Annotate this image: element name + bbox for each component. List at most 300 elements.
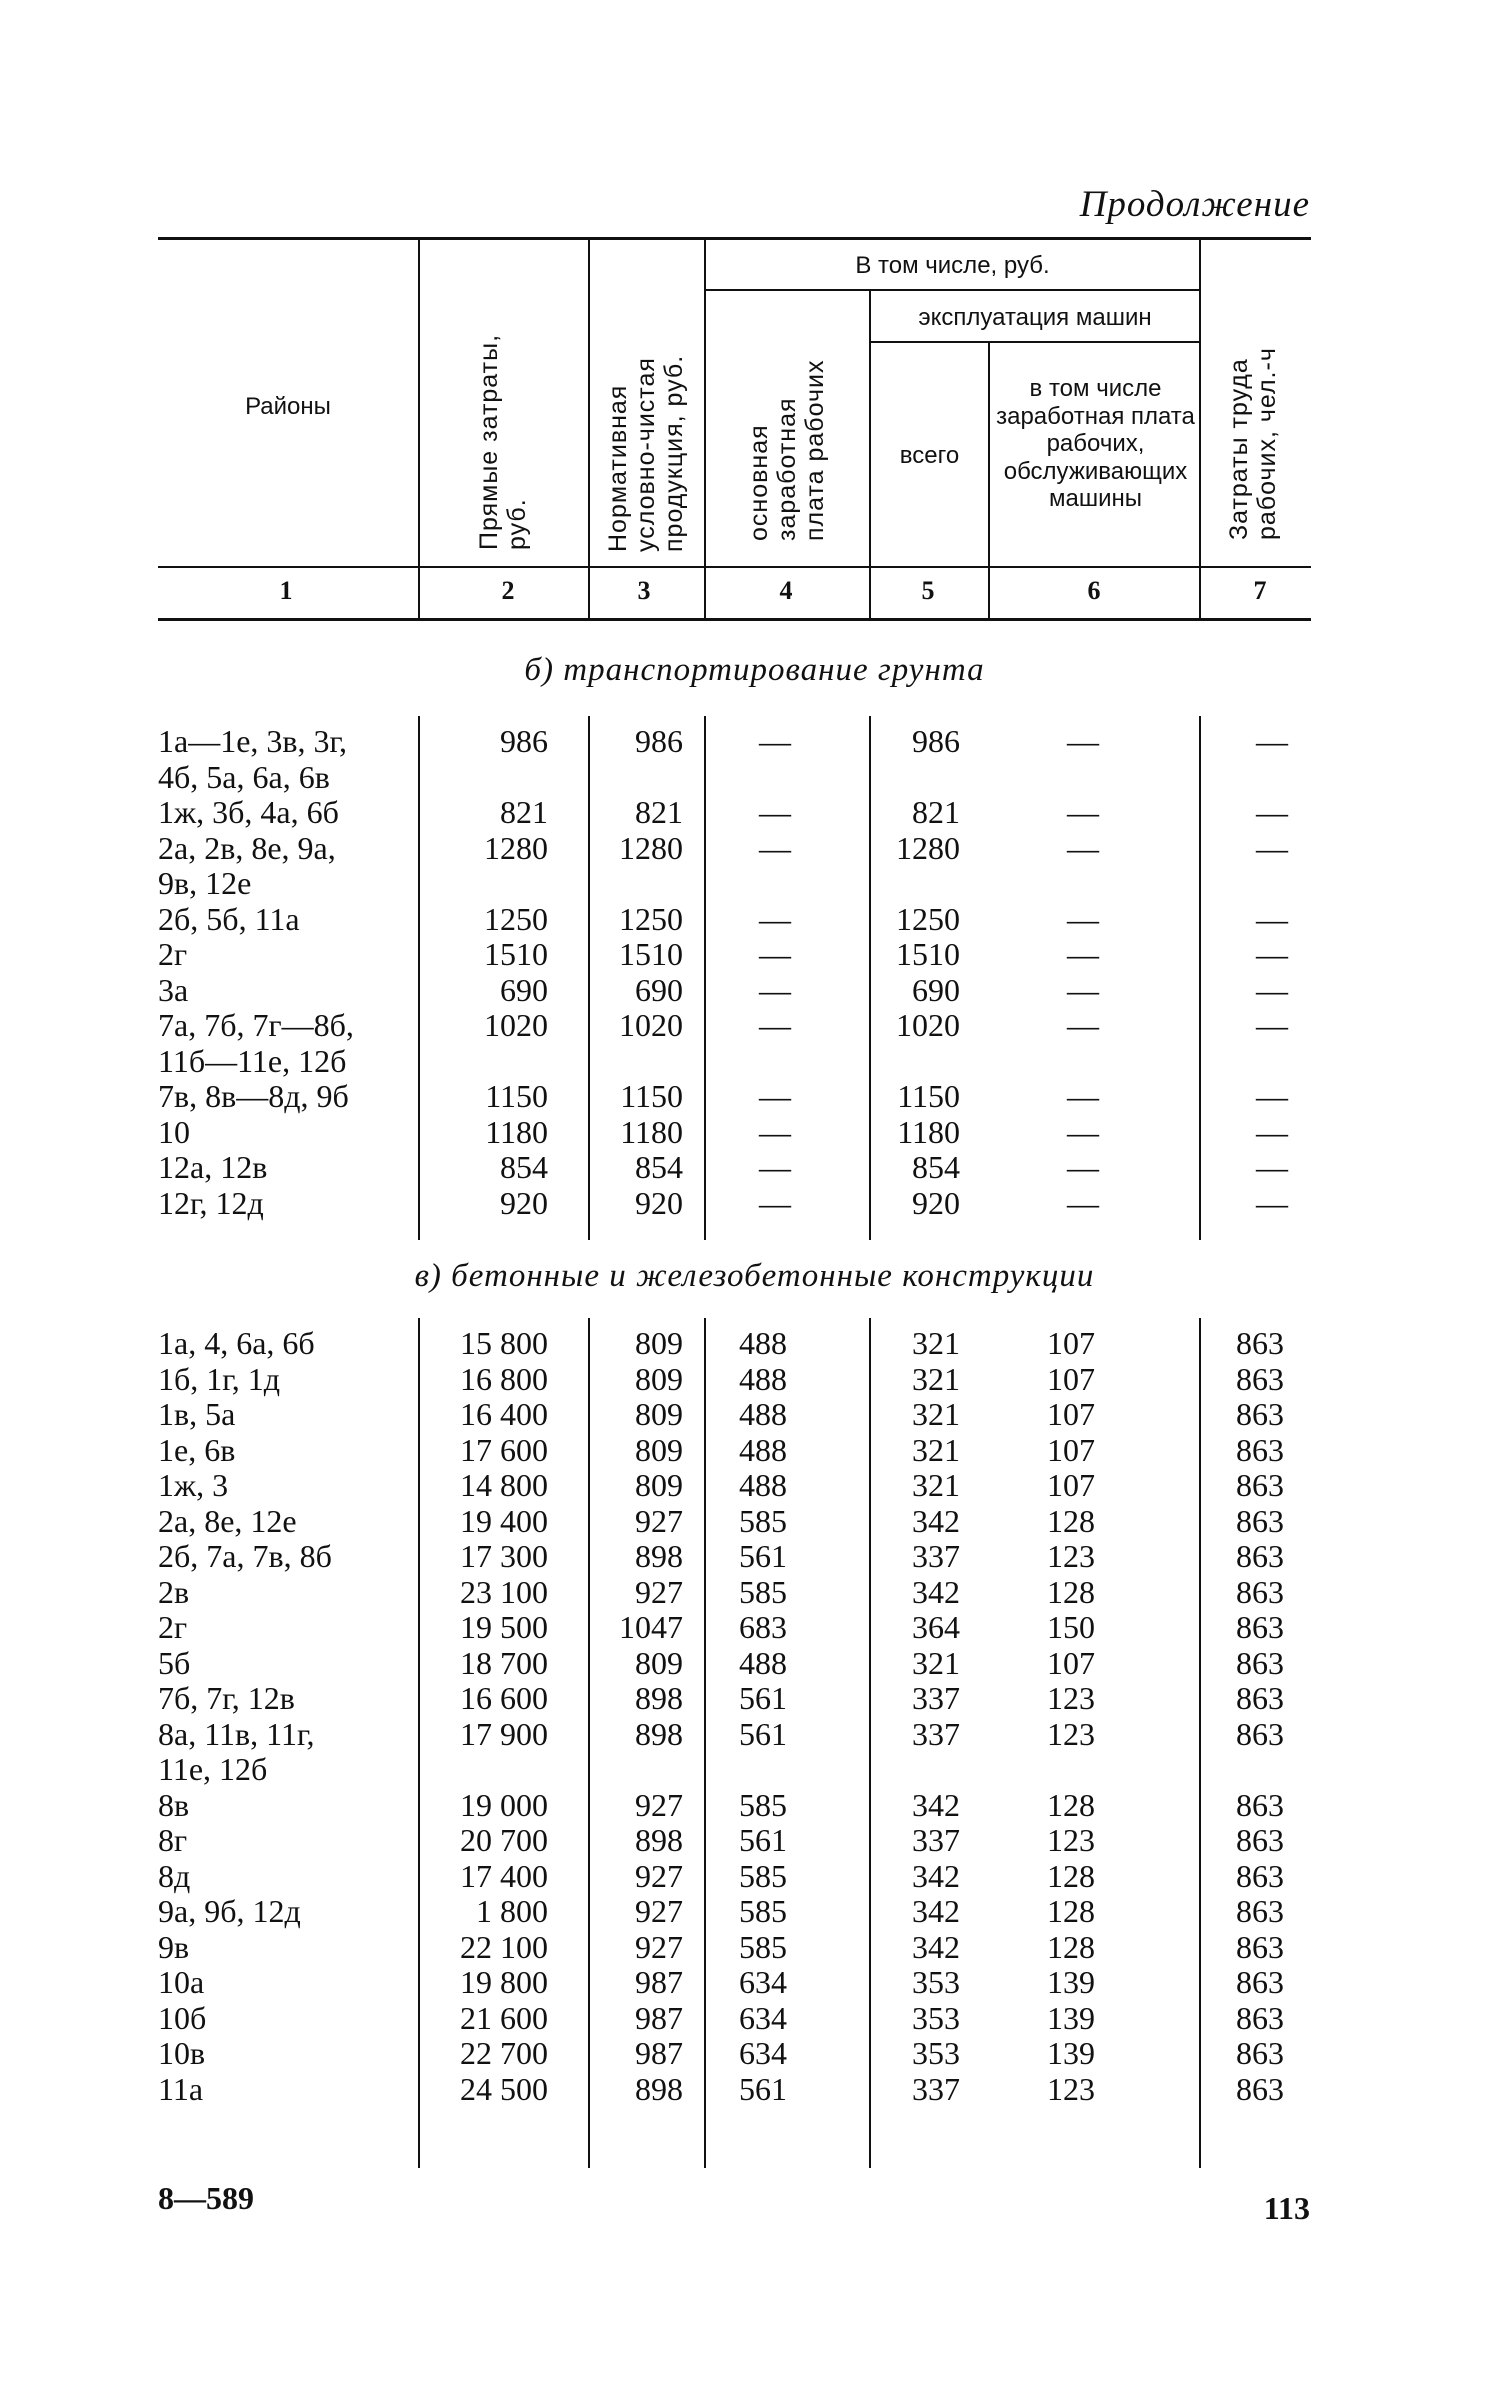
cell-c2: 1 800 — [476, 1893, 548, 1929]
cell-c4: 561 — [739, 1680, 787, 1716]
cell-c2: 1020 — [484, 1007, 548, 1043]
column-numbers-rule — [158, 618, 1311, 621]
section-b-title: б) транспортирование грунта — [524, 652, 985, 688]
cell-c2: 17 300 — [460, 1538, 548, 1574]
cell-c6: 107 — [1047, 1431, 1095, 1468]
cell-c5: 353 — [912, 2035, 960, 2071]
cell-c3: 927 — [635, 1786, 683, 1823]
v-table-row — [0, 1326, 1509, 1362]
cell-c6: 123 — [1047, 1715, 1095, 1752]
cell-c3: 927 — [635, 1573, 683, 1610]
region-label-line: 8г — [158, 1822, 188, 1858]
header-col-machine-wage: в том числе заработная плата рабочих, обслуживающих машины — [996, 375, 1195, 513]
cell-c7: 863 — [1236, 2035, 1284, 2071]
v-table-row — [0, 1504, 1509, 1540]
header-col-base-wage: основная заработная плата рабочих — [745, 359, 829, 541]
region-label-line: 1б, 1г, 1д — [158, 1360, 281, 1397]
region-label-line: 2г — [158, 936, 188, 972]
cell-c2: 16 800 — [460, 1360, 548, 1397]
region-label — [158, 902, 300, 938]
cell-c2: 17 400 — [460, 1857, 548, 1894]
region-label — [158, 1397, 235, 1433]
v-table-row — [0, 1715, 1509, 1787]
region-label-line: 4б, 5а, 6а, 6в — [158, 758, 330, 795]
cell-c4: 561 — [739, 1715, 787, 1752]
cell-c4: — — [759, 1149, 791, 1185]
region-label-line: 7б, 7г, 12в — [158, 1680, 295, 1716]
cell-c7: 863 — [1236, 1502, 1284, 1539]
cell-c2: 986 — [500, 723, 548, 759]
region-label-line: 1в, 5а — [158, 1396, 236, 1432]
cell-c4: — — [759, 1113, 791, 1150]
cell-c6: 107 — [1047, 1360, 1095, 1397]
cell-c7: 863 — [1236, 1467, 1284, 1503]
region-label — [158, 1610, 187, 1646]
cell-c2: 19 800 — [460, 1964, 548, 2000]
region-label — [158, 1008, 354, 1079]
cell-c3: 898 — [635, 1538, 683, 1574]
signature-mark: 8—589 — [158, 2180, 254, 2216]
cell-c7: 863 — [1236, 1609, 1284, 1645]
region-label — [158, 1079, 349, 1115]
cell-c3: 898 — [635, 1715, 683, 1752]
cell-c7: 863 — [1236, 1715, 1284, 1752]
cell-c7: 863 — [1236, 1928, 1284, 1965]
region-label — [158, 973, 188, 1009]
cell-c2: 14 800 — [460, 1467, 548, 1503]
cell-c2: 23 100 — [460, 1573, 548, 1610]
continuation-label: Продолжение — [1079, 184, 1310, 225]
cell-c3: 987 — [635, 1999, 683, 2036]
cell-c2: 1280 — [484, 829, 548, 866]
cell-c2: 1180 — [485, 1113, 548, 1150]
cell-c5: 986 — [912, 723, 960, 759]
cell-c3: 1150 — [620, 1078, 683, 1114]
region-label — [158, 724, 347, 795]
page-number: 113 — [1263, 2190, 1310, 2226]
cell-c7: 863 — [1236, 1786, 1284, 1823]
cell-c2: 22 100 — [460, 1928, 548, 1965]
b-table-row — [0, 795, 1509, 831]
cell-c4: 585 — [739, 1893, 787, 1929]
cell-c4: 488 — [739, 1644, 787, 1681]
header-col-regions: Районы — [245, 393, 331, 420]
cell-c3: 1510 — [619, 936, 683, 972]
cell-c6: 123 — [1047, 2070, 1095, 2107]
cell-c7: 863 — [1236, 1999, 1284, 2036]
cell-c4: 585 — [739, 1928, 787, 1965]
v-table-row — [0, 1610, 1509, 1646]
cell-c7: 863 — [1236, 1857, 1284, 1894]
region-label — [158, 1930, 189, 1966]
cell-c4: — — [759, 794, 791, 830]
cell-c7: — — [1256, 1113, 1288, 1150]
cell-c2: 21 600 — [460, 1999, 548, 2036]
region-label — [158, 1575, 189, 1611]
region-label — [158, 1859, 190, 1895]
header-col-direct-costs: Прямые затраты, руб. — [475, 333, 531, 550]
incl-rule — [706, 289, 1199, 291]
cell-c2: 18 700 — [460, 1644, 548, 1681]
region-label — [158, 831, 336, 902]
cell-c7: — — [1256, 829, 1288, 866]
v-table-row — [0, 1894, 1509, 1930]
cell-c3: 898 — [635, 2070, 683, 2107]
cell-c3: 927 — [635, 1502, 683, 1539]
cell-c7: 863 — [1236, 1822, 1284, 1858]
cell-c3: 1047 — [619, 1609, 683, 1645]
cell-c5: 342 — [912, 1857, 960, 1894]
cell-c4: 488 — [739, 1325, 787, 1361]
cell-c5: 321 — [912, 1431, 960, 1468]
cell-c6: 107 — [1047, 1644, 1095, 1681]
v-table-row — [0, 1859, 1509, 1895]
cell-c2: 16 400 — [460, 1396, 548, 1432]
b-table-row — [0, 902, 1509, 938]
cell-c7: 863 — [1236, 1431, 1284, 1468]
cell-c7: — — [1256, 936, 1288, 972]
region-label — [158, 1965, 204, 2001]
cell-c5: 321 — [912, 1396, 960, 1432]
cell-c3: 920 — [635, 1184, 683, 1221]
header-vline-2 — [588, 240, 590, 618]
colnum-4: 4 — [779, 576, 793, 605]
cell-c3: 854 — [635, 1149, 683, 1185]
cell-c4: 561 — [739, 2070, 787, 2107]
b-table-row — [0, 1150, 1509, 1186]
header-vline-1 — [418, 240, 420, 618]
cell-c5: 337 — [912, 2070, 960, 2107]
cell-c2: 854 — [500, 1149, 548, 1185]
region-label-line: 10 — [158, 1113, 190, 1150]
cell-c3: 809 — [635, 1360, 683, 1397]
cell-c3: 898 — [635, 1822, 683, 1858]
cell-c5: 337 — [912, 1538, 960, 1574]
cell-c4: 488 — [739, 1467, 787, 1503]
v-table-row — [0, 1468, 1509, 1504]
cell-c3: 927 — [635, 1928, 683, 1965]
cell-c6: 150 — [1047, 1609, 1095, 1645]
cell-c6: — — [1067, 1007, 1099, 1043]
cell-c3: 690 — [635, 971, 683, 1008]
cell-c2: 19 500 — [460, 1609, 548, 1645]
cell-c3: 898 — [635, 1680, 683, 1716]
colnum-3: 3 — [637, 576, 651, 605]
cell-c5: 364 — [912, 1609, 960, 1645]
region-label — [158, 1717, 314, 1788]
region-label-line: 10а — [158, 1964, 205, 2000]
cell-c5: 342 — [912, 1502, 960, 1539]
v-table-row — [0, 1823, 1509, 1859]
cell-c2: 690 — [500, 971, 548, 1008]
cell-c4: — — [759, 971, 791, 1008]
cell-c7: 863 — [1236, 1644, 1284, 1681]
cell-c4: 585 — [739, 1502, 787, 1539]
cell-c7: 863 — [1236, 1325, 1284, 1361]
cell-c2: 17 900 — [460, 1715, 548, 1752]
region-label-line: 7в, 8в—8д, 9б — [158, 1078, 349, 1114]
v-table-row — [0, 2036, 1509, 2072]
header-col-total: всего — [899, 442, 960, 469]
cell-c4: 634 — [739, 2035, 787, 2071]
b-table-row — [0, 1007, 1509, 1079]
region-label — [158, 1186, 264, 1222]
colnum-1: 1 — [279, 576, 293, 605]
cell-c5: 353 — [912, 1964, 960, 2000]
region-label-line: 2а, 2в, 8е, 9а, — [158, 829, 336, 866]
v-table-row — [0, 2072, 1509, 2108]
cell-c4: — — [759, 1078, 791, 1114]
cell-c7: 863 — [1236, 1680, 1284, 1716]
cell-c4: — — [759, 1007, 791, 1043]
cell-c4: — — [759, 1184, 791, 1221]
region-label — [158, 1468, 228, 1504]
region-label-line: 2в — [158, 1573, 190, 1610]
header-vline-3 — [704, 240, 706, 618]
cell-c2: 16 600 — [460, 1680, 548, 1716]
region-label — [158, 1433, 235, 1469]
cell-c5: 1150 — [897, 1078, 960, 1114]
v-table-row — [0, 1433, 1509, 1469]
cell-c2: 17 600 — [460, 1431, 548, 1468]
cell-c3: 809 — [635, 1325, 683, 1361]
region-label-line: 5б — [158, 1644, 191, 1681]
v-table-row — [0, 1965, 1509, 2001]
region-label — [158, 1326, 315, 1362]
region-label-line: 2б, 7а, 7в, 8б — [158, 1538, 332, 1574]
cell-c5: 1020 — [896, 1007, 960, 1043]
cell-c5: 342 — [912, 1573, 960, 1610]
cell-c5: 337 — [912, 1680, 960, 1716]
cell-c2: 1250 — [484, 900, 548, 937]
cell-c3: 821 — [635, 794, 683, 830]
header-vline-6 — [1199, 240, 1201, 618]
cell-c3: 987 — [635, 1964, 683, 2000]
header-bottom-rule — [158, 566, 1311, 568]
cell-c5: 321 — [912, 1644, 960, 1681]
machines-rule — [871, 341, 1199, 343]
v-table-row — [0, 2001, 1509, 2037]
section-v-title: в) бетонные и железобетонные конструкции — [414, 1258, 1095, 1294]
cell-c2: 19 000 — [460, 1786, 548, 1823]
cell-c5: 1180 — [897, 1113, 960, 1150]
cell-c3: 986 — [635, 723, 683, 759]
cell-c4: — — [759, 829, 791, 866]
cell-c2: 19 400 — [460, 1502, 548, 1539]
b-table-row — [0, 1186, 1509, 1222]
region-label-line: 1ж, 3 — [158, 1467, 229, 1503]
cell-c4: 561 — [739, 1822, 787, 1858]
cell-c3: 1180 — [620, 1113, 683, 1150]
region-label-line: 10в — [158, 2035, 206, 2071]
region-label-line: 2а, 8е, 12е — [158, 1502, 297, 1539]
cell-c6: — — [1067, 1184, 1099, 1221]
cell-c4: 488 — [739, 1360, 787, 1397]
b-table-row — [0, 973, 1509, 1009]
cell-c6: — — [1067, 900, 1099, 937]
cell-c5: 337 — [912, 1822, 960, 1858]
cell-c5: 321 — [912, 1467, 960, 1503]
v-table-row — [0, 1788, 1509, 1824]
cell-c6: 139 — [1047, 2035, 1095, 2071]
cell-c2: 920 — [500, 1184, 548, 1221]
region-label-line: 11а — [158, 2070, 204, 2107]
region-label — [158, 937, 187, 973]
cell-c6: 107 — [1047, 1467, 1095, 1503]
region-label-line: 1а, 4, 6а, 6б — [158, 1325, 315, 1361]
cell-c4: 634 — [739, 1999, 787, 2036]
region-label-line: 11б—11е, 12б — [158, 1042, 347, 1079]
region-label — [158, 1788, 189, 1824]
header-col-net-product: Нормативная условно-чистая продукция, руб. — [604, 354, 688, 552]
cell-c6: 107 — [1047, 1396, 1095, 1432]
v-table-row — [0, 1930, 1509, 1966]
cell-c7: — — [1256, 723, 1288, 759]
cell-c7: — — [1256, 794, 1288, 830]
v-table-row — [0, 1681, 1509, 1717]
cell-c2: 821 — [500, 794, 548, 830]
cell-c4: 634 — [739, 1964, 787, 2000]
cell-c2: 1510 — [484, 936, 548, 972]
cell-c5: 690 — [912, 971, 960, 1008]
cell-c3: 809 — [635, 1396, 683, 1432]
region-label-line: 10б — [158, 1999, 207, 2036]
header-incl: В том числе, руб. — [855, 252, 1050, 279]
region-label-line: 9в, 12е — [158, 865, 252, 901]
cell-c7: 863 — [1236, 1538, 1284, 1574]
cell-c5: 1250 — [896, 900, 960, 937]
region-label-line: 1е, 6в — [158, 1431, 236, 1468]
cell-c5: 920 — [912, 1184, 960, 1221]
region-label — [158, 1646, 190, 1682]
region-label-line: 9в — [158, 1928, 190, 1965]
cell-c3: 987 — [635, 2035, 683, 2071]
region-label — [158, 1150, 267, 1186]
cell-c6: — — [1067, 794, 1099, 830]
cell-c6: — — [1067, 829, 1099, 866]
cell-c6: 128 — [1047, 1573, 1095, 1610]
cell-c4: — — [759, 723, 791, 759]
cell-c5: 342 — [912, 1928, 960, 1965]
header-vline-5 — [988, 343, 990, 618]
cell-c2: 15 800 — [460, 1325, 548, 1361]
cell-c5: 854 — [912, 1149, 960, 1185]
header-col-labor: Затраты труда рабочих, чел.-ч — [1225, 347, 1281, 540]
cell-c6: 139 — [1047, 1999, 1095, 2036]
cell-c7: 863 — [1236, 1360, 1284, 1397]
region-label — [158, 1894, 301, 1930]
region-label-line: 8в — [158, 1786, 190, 1823]
cell-c5: 342 — [912, 1786, 960, 1823]
cell-c3: 1020 — [619, 1007, 683, 1043]
region-label — [158, 795, 339, 831]
colnum-6: 6 — [1087, 576, 1101, 605]
cell-c6: 123 — [1047, 1538, 1095, 1574]
cell-c7: 863 — [1236, 1893, 1284, 1929]
cell-c7: — — [1256, 1184, 1288, 1221]
cell-c5: 342 — [912, 1893, 960, 1929]
cell-c4: 561 — [739, 1538, 787, 1574]
cell-c7: — — [1256, 900, 1288, 937]
region-label — [158, 1115, 190, 1151]
region-label — [158, 1681, 295, 1717]
region-label-line: 9а, 9б, 12д — [158, 1893, 301, 1929]
region-label — [158, 1539, 332, 1575]
region-label — [158, 1362, 280, 1398]
cell-c5: 353 — [912, 1999, 960, 2036]
cell-c5: 321 — [912, 1360, 960, 1397]
cell-c6: — — [1067, 1149, 1099, 1185]
cell-c6: — — [1067, 1113, 1099, 1150]
cell-c4: — — [759, 900, 791, 937]
region-label — [158, 1504, 297, 1540]
cell-c7: — — [1256, 1078, 1288, 1114]
cell-c3: 927 — [635, 1857, 683, 1894]
cell-c3: 809 — [635, 1431, 683, 1468]
region-label-line: 1ж, 3б, 4а, 6б — [158, 794, 339, 830]
b-table-row — [0, 937, 1509, 973]
colnum-7: 7 — [1253, 576, 1267, 605]
region-label-line: 1а—1е, 3в, 3г, — [158, 723, 348, 759]
cell-c6: 128 — [1047, 1857, 1095, 1894]
cell-c7: 863 — [1236, 1573, 1284, 1610]
cell-c3: 927 — [635, 1893, 683, 1929]
region-label-line: 7а, 7б, 7г—8б, — [158, 1007, 354, 1043]
cell-c6: 123 — [1047, 1680, 1095, 1716]
b-table-row — [0, 829, 1509, 901]
cell-c4: 585 — [739, 1573, 787, 1610]
cell-c4: 585 — [739, 1857, 787, 1894]
region-label-line: 3а — [158, 971, 189, 1008]
cell-c2: 24 500 — [460, 2070, 548, 2107]
cell-c4: 585 — [739, 1786, 787, 1823]
region-label — [158, 2001, 206, 2037]
region-label-line: 11е, 12б — [158, 1751, 268, 1787]
cell-c7: — — [1256, 971, 1288, 1008]
cell-c6: 128 — [1047, 1928, 1095, 1965]
cell-c5: 337 — [912, 1715, 960, 1752]
cell-c6: 139 — [1047, 1964, 1095, 2000]
cell-c5: 1280 — [896, 829, 960, 866]
region-label — [158, 2072, 203, 2108]
cell-c4: 488 — [739, 1396, 787, 1432]
region-label-line: 2г — [158, 1609, 188, 1645]
region-label — [158, 2036, 205, 2072]
cell-c6: — — [1067, 723, 1099, 759]
cell-c5: 1510 — [896, 936, 960, 972]
region-label-line: 12г, 12д — [158, 1184, 264, 1221]
cell-c5: 821 — [912, 794, 960, 830]
region-label-line: 8а, 11в, 11г, — [158, 1715, 315, 1752]
cell-c2: 22 700 — [460, 2035, 548, 2071]
cell-c6: 128 — [1047, 1502, 1095, 1539]
region-label-line: 8д — [158, 1857, 191, 1894]
cell-c4: — — [759, 936, 791, 972]
cell-c3: 809 — [635, 1467, 683, 1503]
cell-c2: 1150 — [485, 1078, 548, 1114]
cell-c6: — — [1067, 1078, 1099, 1114]
cell-c6: — — [1067, 936, 1099, 972]
cell-c7: 863 — [1236, 1396, 1284, 1432]
b-table-row — [0, 1079, 1509, 1115]
cell-c4: 488 — [739, 1431, 787, 1468]
cell-c6: 128 — [1047, 1893, 1095, 1929]
b-table-row — [0, 723, 1509, 795]
header-machines: эксплуатация машин — [918, 304, 1152, 331]
region-label — [158, 1823, 187, 1859]
v-table-row — [0, 1539, 1509, 1575]
cell-c7: 863 — [1236, 1964, 1284, 2000]
